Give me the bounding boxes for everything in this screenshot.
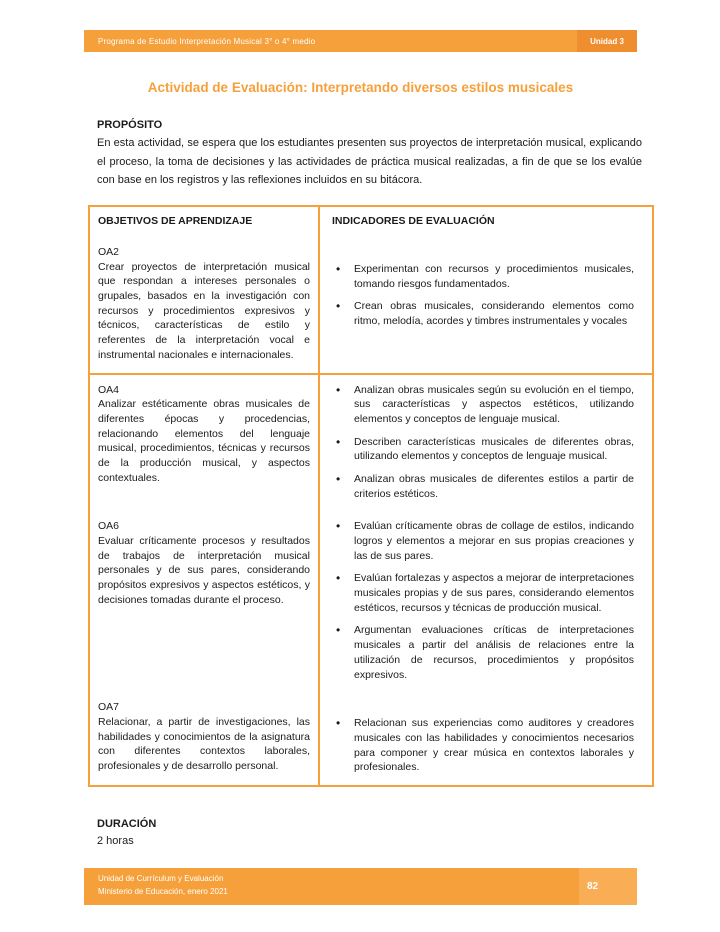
indicator-item: • Experimentan con recursos y procedimientos musicales, tomando riesgos fundamentados.	[332, 262, 634, 291]
oa-code: OA7	[98, 701, 120, 714]
oa-cell	[90, 692, 320, 785]
header-bar	[84, 30, 637, 52]
header-program-title: Programa de Estudio Interpretación Musical 3° o 4° medio	[84, 30, 577, 52]
table-header-row	[90, 207, 652, 237]
footer-bar	[84, 868, 637, 905]
footer-date: Ministerio de Educación, enero 2021	[98, 886, 228, 896]
indicator-item: • Evalúan críticamente obras de collage de estilos, indicando logros y elementos a mejorar en sus propias creaciones y las de sus pares.	[332, 519, 634, 563]
table-row-oa7	[90, 692, 652, 785]
oa-code: OA2	[98, 246, 120, 258]
duracion-value: 2 horas	[97, 835, 134, 847]
indicator-list	[332, 262, 634, 329]
proposito-section	[97, 119, 642, 190]
oa-code: OA6	[98, 520, 120, 533]
oa-cell	[90, 237, 320, 373]
indicator-item: • Describen características musicales de diferentes obras, utilizando elementos y conceptos de lenguaje musical.	[332, 435, 634, 464]
table-row-oa4	[90, 375, 652, 512]
duracion-heading: DURACIÓN	[97, 818, 157, 830]
indicators-cell	[320, 375, 652, 512]
oa-cell	[90, 375, 320, 512]
indicator-item: • Analizan obras musicales según su evolución en el tiempo, sus características y aspectos estéticos, utilizando elementos y conceptos de lenguaje musical.	[332, 383, 634, 427]
page-number: 82	[579, 868, 637, 905]
objectives-column-header: OBJETIVOS DE APRENDIZAJE	[90, 207, 320, 237]
oa-description: Analizar estéticamente obras musicales de diferentes épocas y procedencias, relacionando elementos del lenguaje musical, procedimientos, técnicas y recursos de la producción musical, y aspectos contextuales.	[98, 398, 310, 484]
indicator-list	[332, 383, 634, 502]
indicator-item: • Relacionan sus experiencias como auditores y creadores musicales con las habilidades y conocimientos necesarios para componer y crear música en contextos laborales y profesionales.	[332, 716, 634, 775]
indicators-cell	[320, 511, 652, 692]
indicators-column-header: INDICADORES DE EVALUACIÓN	[332, 215, 495, 227]
table-row-oa6	[90, 511, 652, 692]
page-title: Actividad de Evaluación: Interpretando diversos estilos musicales	[147, 80, 574, 95]
oa-description: Evaluar críticamente procesos y resultados de trabajos de interpretación musical personales y de sus pares, considerando propósitos expresivos y aspectos estéticos, y decisiones tomadas durante el proceso.	[98, 535, 310, 606]
duracion-section	[97, 818, 642, 850]
proposito-body: En esta actividad, se espera que los estudiantes presenten sus proyectos de interpretación musical, explicando el proceso, la toma de decisiones y las actividades de práctica musical realizadas, a fin de que se los evalúe con base en los registros y las reflexiones incluidos en su bitácora.	[97, 137, 642, 187]
oa-description: Crear proyectos de interpretación musical que respondan a intereses personales o grupales, basados en la investigación con recursos y procedimientos expresivos y técnicos, características de estilo y referentes de la interpretación vocal e instrumental nacionales e internacionales.	[98, 260, 310, 361]
proposito-heading: PROPÓSITO	[97, 119, 163, 131]
oa-description: Relacionar, a partir de investigaciones, las habilidades y conocimientos de la asignatura con diferentes contextos laborales, profesionales y de desarrollo personal.	[98, 715, 310, 772]
unit-badge: Unidad 3	[577, 30, 637, 52]
oa-cell	[90, 511, 320, 692]
indicator-item: • Evalúan fortalezas y aspectos a mejorar de interpretaciones musicales propias y de sus pares, considerando elementos estéticos, recursos y técnicas de producción musical.	[332, 571, 634, 615]
oa-code: OA4	[98, 383, 120, 396]
oa-table	[88, 205, 654, 787]
indicators-cell	[320, 237, 652, 373]
indicator-item: • Analizan obras musicales de diferentes estilos a partir de criterios estéticos.	[332, 472, 634, 501]
footer-institution: Unidad de Currículum y Evaluación	[98, 874, 224, 883]
indicator-item: • Crean obras musicales, considerando elementos como ritmo, melodía, acordes y timbres instrumentales y vocales	[332, 299, 634, 328]
table-row-oa2	[90, 237, 652, 375]
indicators-cell	[320, 692, 652, 785]
indicator-item: • Argumentan evaluaciones críticas de interpretaciones musicales a partir del análisis de relaciones entre la utilización de recursos, procedimientos y propósitos expresivos.	[332, 623, 634, 682]
footer-institution-block	[84, 868, 579, 905]
indicator-list	[332, 519, 634, 682]
indicator-list	[332, 716, 634, 775]
